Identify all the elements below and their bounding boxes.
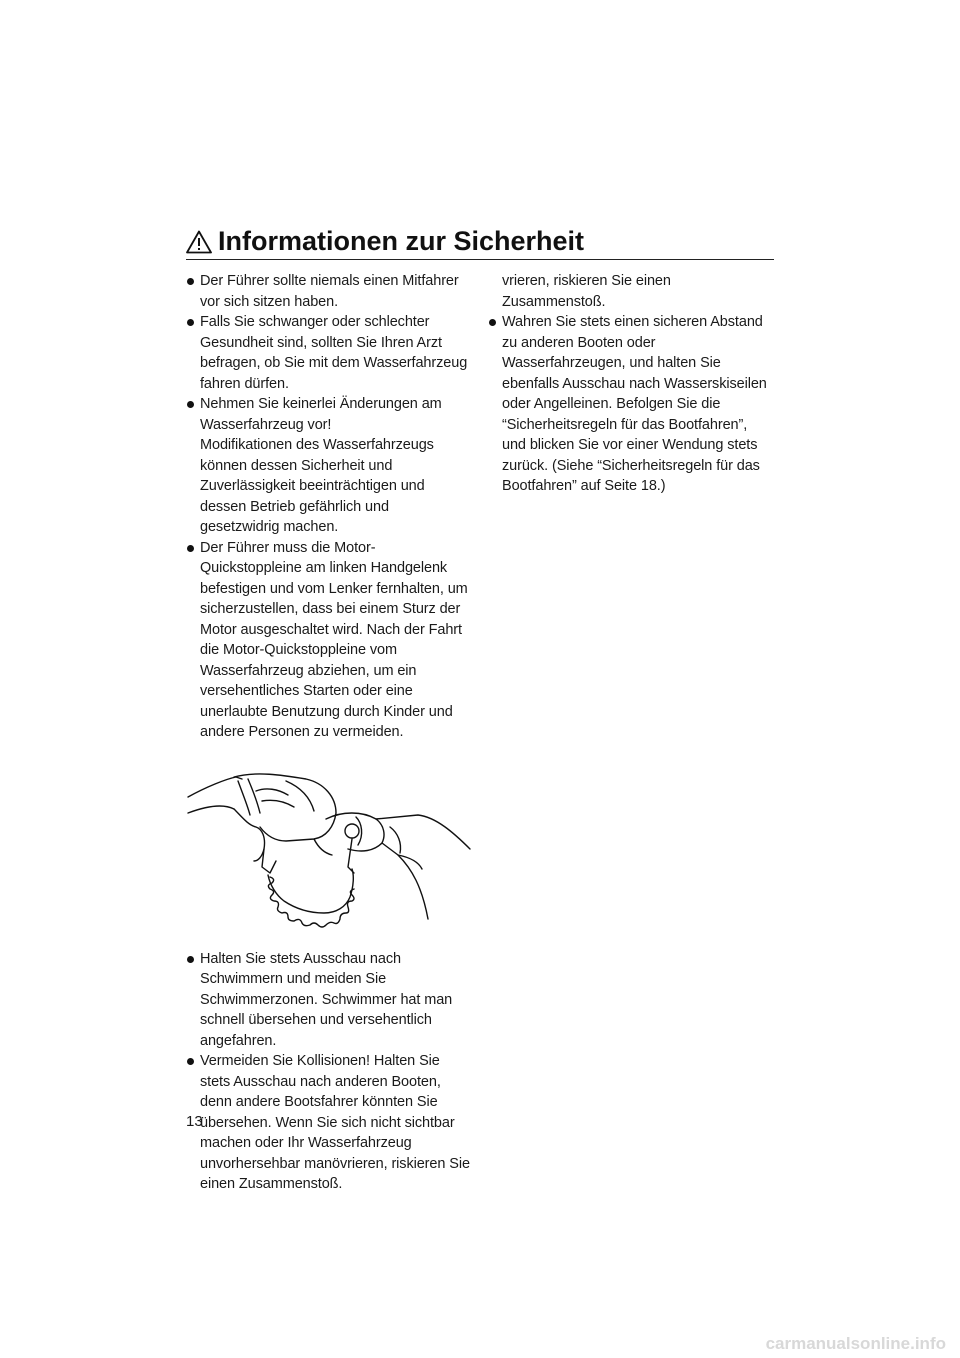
bullet-dot-icon xyxy=(489,319,496,326)
wrist-lanyard-illustration xyxy=(186,757,472,935)
bullet-item: Der Führer muss die Motor-Quickstoppleine am linken Handgelenk befestigen und vom Lenker fernhalten, um sicherzustellen, dass bei einem Sturz der Motor ausgeschaltet wird. Nach der Fahrt die Motor-Quickstoppleine vom Wasserfahrzeug abziehen, um ein versehentliches Starten oder eine unerlaubte Benutzung durch Kinder und andere Personen zu vermeiden. xyxy=(186,538,472,743)
bullet-item: Vermeiden Sie Kollisionen! Halten Sie stets Ausschau nach anderen Booten, denn andere Bootsfahrer könnten Sie übersehen. Wenn Sie sich nicht sichtbar machen oder Ihr Wasserfahrzeug unvorhersehbar manövrieren, riskieren Sie einen Zusammenstoß. xyxy=(186,1051,472,1195)
modification-note: Modifikationen des Wasserfahrzeugs können dessen Sicherheit und Zuverlässigkeit beeinträchtigen und dessen Betrieb gefährlich und gesetzwidrig machen. xyxy=(200,437,434,535)
bullet-dot-icon xyxy=(187,401,194,408)
warning-triangle-icon xyxy=(186,230,212,254)
bullet-dot-icon xyxy=(187,1058,194,1065)
watermark: carmanualsonline.info xyxy=(765,1334,946,1353)
bullet-dot-icon xyxy=(187,956,194,963)
continued-text: vrieren, riskieren Sie einen Zusammenstoß. xyxy=(502,273,671,310)
page-title: Informationen zur Sicherheit xyxy=(218,226,585,256)
page-number: 13 xyxy=(186,1113,203,1130)
right-column xyxy=(488,271,774,497)
page-header xyxy=(186,224,774,260)
bullet-dot-icon xyxy=(187,278,194,285)
bullet-dot-icon xyxy=(187,319,194,326)
left-column xyxy=(186,271,472,1195)
bullet-item: Nehmen Sie keinerlei Änderungen am Wasserfahrzeug vor! xyxy=(186,394,472,435)
bullet-item: Wahren Sie stets einen sicheren Abstand zu anderen Booten oder Wasserfahrzeugen, und halten Sie ebenfalls Ausschau nach Wasserskiseilen oder Angelleinen. Befolgen Sie die “Sicherheitsregeln für das Bootfahren”, und blicken Sie vor einer Wendung stets zurück. (Siehe “Sicherheitsregeln für das Bootfahren” auf Seite 18.) xyxy=(488,312,774,497)
bullet-item: Halten Sie stets Ausschau nach Schwimmern und meiden Sie Schwimmerzonen. Schwimmer hat man schnell übersehen und versehentlich angefahren. xyxy=(186,949,472,1052)
bullet-item: Der Führer sollte niemals einen Mitfahrer vor sich sitzen haben. xyxy=(186,271,472,312)
bullet-dot-icon xyxy=(187,545,194,552)
bullet-item: Falls Sie schwanger oder schlechter Gesundheit sind, sollten Sie Ihren Arzt befragen, ob Sie mit dem Wasserfahrzeug fahren dürfen. xyxy=(186,312,472,394)
header-rule xyxy=(186,259,774,260)
